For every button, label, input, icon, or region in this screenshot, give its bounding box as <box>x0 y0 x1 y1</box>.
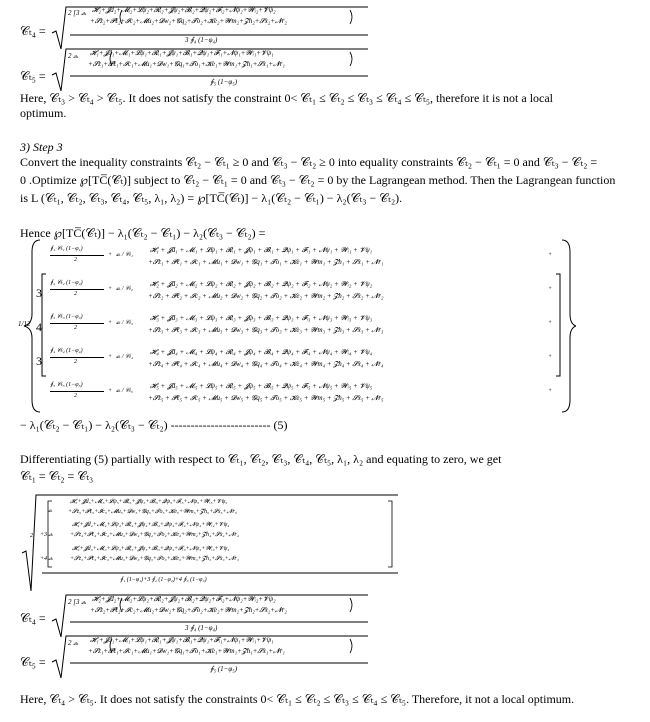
c123-prefix-3: +4 𝓈ₖ <box>40 556 53 562</box>
bottom-c4-label: 𝒞ₜ₄ = <box>20 611 46 625</box>
big-row-trailing-plus: + <box>548 286 553 292</box>
c123-row1b: +𝓢z₅+𝓟ℓ₅+𝓘c₅+𝓜u₅+𝓓w₅+𝓖q₅+𝓣o₅+𝓚e₅+𝓦m₅+𝓩h₅+𝓢x₅+𝓝r₅ <box>68 509 237 515</box>
big-row-frac-num: ∮₂ 𝒞ₜ₂ (1−φ₂) <box>50 280 83 286</box>
big-row-prefix: 3 <box>36 286 42 300</box>
top-c5-prefix: 2 𝓈ₖ <box>68 52 79 60</box>
big-row-prefix: 4 <box>36 320 42 334</box>
paragraph-local-check-1b: optimum. <box>20 106 67 120</box>
top-c4-prefix: 2 [3 𝓈ₖ <box>68 9 87 17</box>
big-row-trailing-plus: + <box>548 388 553 394</box>
big-row-frac-num: ∮₅ 𝒞ₜ₅ (1−φ₅) <box>50 382 83 388</box>
big-row-frac-num: ∮₁ 𝒞ₜ₁ (1−φ₁) <box>50 246 83 252</box>
big-row-frac-bar <box>50 391 104 392</box>
big-row-line2: +𝓢z₁ + 𝓟ℓ₁ + 𝓘c₁ + 𝓜u₁ + 𝓓w₁ + 𝓖q₁ + 𝓣o₁ + 𝓚e₁ + 𝓦m₁ + 𝓩h₁ + 𝓢x₁ + 𝓝r₁ <box>148 258 384 266</box>
big-row-line2: +𝓢z₃ + 𝓟ℓ₃ + 𝓘c₃ + 𝓜u₃ + 𝓓w₃ + 𝓖q₃ + 𝓣o₃ + 𝓚e₃ + 𝓦m₃ + 𝓩h₃ + 𝓢x₃ + 𝓝r₃ <box>148 326 384 334</box>
bottom-c5-label: 𝒞ₜ₅ = <box>20 655 46 669</box>
bottom-c5-prefix: 2 𝓈ₖ <box>68 639 79 647</box>
big-row-coef: 𝓈ₖ / 𝒞ₜ₅ <box>116 388 134 394</box>
c123-row1a: 𝓗₅+𝓙d₅+𝓜ᵢ₅+𝓛ψ₅+𝓡ᵢ₅+𝓙ψ₅+𝓑ᵢ₅+𝓠ψ₅+𝓕ᵢ₅+𝓝ψ₅+𝓦ᵢ₅+𝓥ψ₅ <box>70 499 228 505</box>
big-row-line1: 𝓗₂ + 𝓙d₂ + 𝓜ᵢ₂ + 𝓛ψ₂ + 𝓡ᵢ₂ + 𝓙ψ₂ + 𝓑ᵢ₂ + 𝓠ψ₂ + 𝓕ᵢ₂ + 𝓝ψ₂ + 𝓦ᵢ₂ + 𝓥ψ₂ <box>150 280 373 288</box>
big-row-prefix: 3 <box>36 354 42 368</box>
big-row-frac-bar <box>50 255 104 256</box>
c123-radical <box>20 493 400 593</box>
bottom-c5-num-line2: +𝓢z₁+𝓟ℓ₁+𝓘c₁+𝓜u₁+𝓓w₁+𝓖q₁+𝓣o₁+𝓚e₁+𝓦m₁+𝓩h₁+𝓢x₁+𝓝r₁ <box>88 647 285 655</box>
big-row-plus: + <box>108 252 113 258</box>
bottom-c4-prefix: 2 [3 𝓈ₖ <box>68 598 87 606</box>
big-row-frac-bar <box>50 357 104 358</box>
paragraph-convert-line3: is L (𝒞ₜ₁, 𝒞ₜ₂, 𝒞ₜ₃, 𝒞ₜ₄, 𝒞ₜ₅, λ₁, λ₂) = ℘[TC̅(𝒞ₜ)] − λ₁(𝒞ₜ₂ − 𝒞ₜ₁) − λ₂(𝒞ₜ₃ − 𝒞ₜ₂). <box>20 191 403 205</box>
big-row-coef: 𝓈ₖ / 𝒞ₜ₁ <box>116 252 134 258</box>
paragraph-differentiating: Differentiating (5) partially with respect to 𝒞ₜ₁, 𝒞ₜ₂, 𝒞ₜ₃, 𝒞ₜ₄, 𝒞ₜ₅, λ₁, λ₂ and equating to zero, we get <box>20 452 502 466</box>
c123-two: 2 <box>30 533 33 539</box>
c123-row2a: 𝓗₄+𝓙d₄+𝓜ᵢ₄+𝓛ψ₄+𝓡ᵢ₄+𝓙ψ₄+𝓑ᵢ₄+𝓠ψ₄+𝓕ᵢ₄+𝓝ψ₄+𝓦ᵢ₄+𝓥ψ₄ <box>72 522 230 528</box>
big-row-frac-bar <box>50 289 104 290</box>
big-row-frac-den: 2 <box>74 393 77 399</box>
big-row-coef: 𝓈ₖ / 𝒞ₜ₄ <box>116 354 134 360</box>
big-row-frac-num: ∮₄ 𝒞ₜ₄ (1−φ₄) <box>50 348 83 354</box>
big-row-trailing-plus: + <box>548 354 553 360</box>
big-row-frac-den: 2 <box>74 359 77 365</box>
big-row-plus: + <box>108 354 113 360</box>
big-row-line1: 𝓗₃ + 𝓙d₃ + 𝓜ᵢ₃ + 𝓛ψ₃ + 𝓡ᵢ₃ + 𝓙ψ₃ + 𝓑ᵢ₃ + 𝓠ψ₃ + 𝓕ᵢ₃ + 𝓝ψ₃ + 𝓦ᵢ₃ + 𝓥ψ₃ <box>150 314 373 322</box>
big-row-frac-num: ∮₃ 𝒞ₜ₃ (1−φ₃) <box>50 314 83 320</box>
big-row-coef: 𝓈ₖ / 𝒞ₜ₃ <box>116 320 134 326</box>
c123-prefix-1: 𝓈ₖ <box>48 508 53 514</box>
c123-row3a: 𝓗₃+𝓙d₃+𝓜ᵢ₃+𝓛ψ₃+𝓡ᵢ₃+𝓙ψ₃+𝓑ᵢ₃+𝓠ψ₃+𝓕ᵢ₃+𝓝ψ₃+𝓦ᵢ₃+𝓥ψ₃ <box>72 546 230 552</box>
big-row-frac-den: 2 <box>74 291 77 297</box>
top-c4-label: 𝒞ₜ₄ = <box>20 24 46 38</box>
top-c5-denominator: ∮₅ (1−φ₅) <box>210 78 238 86</box>
top-c5-num-line1: 𝓗₁+𝓙d₁+𝓜ᵢ₁+𝓛ψ₁+𝓡ᵢ₁+𝓙ψ₁+𝓑ᵢ₁+𝓠ψ₁+𝓕ᵢ₁+𝓝ψ₁+𝓦ᵢ₁+𝓥ψ₁ <box>90 49 274 57</box>
one-over-twelve: 1/12 <box>18 320 31 328</box>
step-3-heading: 3) Step 3 <box>20 140 63 154</box>
big-row-frac-bar <box>50 323 104 324</box>
top-c4-num-line2: +𝓢z₂+𝓟ℓ₂+𝓘c₂+𝓜u₂+𝓓w₂+𝓖q₂+𝓣o₂+𝓚e₂+𝓦m₂+𝓩h₂+𝓢x₂+𝓝r₂ <box>90 17 287 25</box>
big-row-trailing-plus: + <box>548 320 553 326</box>
big-row-trailing-plus: + <box>548 252 553 258</box>
bottom-c4-denominator: 3 ∮₄ (1−φ₄) <box>185 624 218 632</box>
c123-row3b: +𝓢z₃+𝓟ℓ₃+𝓘c₃+𝓜u₃+𝓓w₃+𝓖q₃+𝓣o₃+𝓚e₃+𝓦m₃+𝓩h₃+𝓢x₃+𝓝r₃ <box>70 556 239 562</box>
big-row-line1: 𝓗₄ + 𝓙d₄ + 𝓜ᵢ₄ + 𝓛ψ₄ + 𝓡ᵢ₄ + 𝓙ψ₄ + 𝓑ᵢ₄ + 𝓠ψ₄ + 𝓕ᵢ₄ + 𝓝ψ₄ + 𝓦ᵢ₄ + 𝓥ψ₄ <box>150 348 373 356</box>
top-c5-label: 𝒞ₜ₅ = <box>20 69 46 83</box>
big-row-plus: + <box>108 320 113 326</box>
big-row-line2: +𝓢z₄ + 𝓟ℓ₄ + 𝓘c₄ + 𝓜u₄ + 𝓓w₄ + 𝓖q₄ + 𝓣o₄ + 𝓚e₄ + 𝓦m₄ + 𝓩h₄ + 𝓢x₄ + 𝓝r₄ <box>148 360 384 368</box>
big-row-plus: + <box>108 388 113 394</box>
bottom-c5-denominator: ∮₅ (1−φ₅) <box>210 665 238 673</box>
top-c4-denominator: 3 ∮₄ (1−φ₄) <box>185 36 218 44</box>
c123-denominator: ∮₁ (1−φ₁)+3 ∮₂ (1−φ₂)+4 ∮₃ (1−φ₃) <box>120 577 207 583</box>
top-c5-num-line2: +𝓢z₁+𝓟ℓ₁+𝓘c₁+𝓜u₁+𝓓w₁+𝓖q₁+𝓣o₁+𝓚e₁+𝓦m₁+𝓩h₁+𝓢x₁+𝓝r₁ <box>88 60 285 68</box>
paragraph-convert-line2: 0 .Optimize ℘[TC̅(𝒞ₜ)] subject to 𝒞ₜ₂ − 𝒞ₜ₁ = 0 and 𝒞ₜ₃ − 𝒞ₜ₂ = 0 by the Lagrangean method. Then the Lagrangean function <box>20 173 616 187</box>
big-row-line1: 𝓗₁ + 𝓙d₁ + 𝓜ᵢ₁ + 𝓛ψ₁ + 𝓡ᵢ₁ + 𝓙ψ₁ + 𝓑ᵢ₁ + 𝓠ψ₁ + 𝓕ᵢ₁ + 𝓝ψ₁ + 𝓦ᵢ₁ + 𝓥ψ₁ <box>150 246 373 254</box>
big-row-line1: 𝓗₅ + 𝓙d₅ + 𝓜ᵢ₅ + 𝓛ψ₅ + 𝓡ᵢ₅ + 𝓙ψ₅ + 𝓑ᵢ₅ + 𝓠ψ₅ + 𝓕ᵢ₅ + 𝓝ψ₅ + 𝓦ᵢ₅ + 𝓥ψ₅ <box>150 382 373 390</box>
big-row-plus: + <box>108 286 113 292</box>
big-row-frac-den: 2 <box>74 257 77 263</box>
paragraph-final: Here, 𝒞ₜ₄ > 𝒞ₜ₅. It does not satisfy the constraints 0< 𝒞ₜ₁ ≤ 𝒞ₜ₂ ≤ 𝒞ₜ₃ ≤ 𝒞ₜ₄ ≤ 𝒞ₜ₅. Therefore, it not a local optimum. <box>20 692 575 706</box>
big-row-line2: +𝓢z₅ + 𝓟ℓ₅ + 𝓘c₅ + 𝓜u₅ + 𝓓w₅ + 𝓖q₅ + 𝓣o₅ + 𝓚e₅ + 𝓦m₅ + 𝓩h₅ + 𝓢x₅ + 𝓝r₅ <box>148 394 384 402</box>
paragraph-convert-line1: Convert the inequality constraints 𝒞ₜ₂ − 𝒞ₜ₁ ≥ 0 and 𝒞ₜ₃ − 𝒞ₜ₂ ≥ 0 into equality constraints 𝒞ₜ₂ − 𝒞ₜ₁ = 0 and 𝒞ₜ₃ − 𝒞ₜ₂ = <box>20 155 598 169</box>
equal-c1-c2-c3: 𝒞ₜ₁ = 𝒞ₜ₂ = 𝒞ₜ₃ <box>20 469 94 483</box>
big-row-line2: +𝓢z₂ + 𝓟ℓ₂ + 𝓘c₂ + 𝓜u₂ + 𝓓w₂ + 𝓖q₂ + 𝓣o₂ + 𝓚e₂ + 𝓦m₂ + 𝓩h₂ + 𝓢x₂ + 𝓝r₂ <box>148 292 384 300</box>
bottom-c4-num-line1: 𝓗₂+𝓙d₂+𝓜ᵢ₂+𝓛ψ₂+𝓡ᵢ₂+𝓙ψ₂+𝓑ᵢ₂+𝓠ψ₂+𝓕ᵢ₂+𝓝ψ₂+𝓦ᵢ₂+𝓥ψ₂ <box>92 595 276 603</box>
big-row-coef: 𝓈ₖ / 𝒞ₜ₂ <box>116 286 134 292</box>
lagrange-tail: − λ₁(𝒞ₜ₂ − 𝒞ₜ₁) − λ₂(𝒞ₜ₃ − 𝒞ₜ₂) ------------------------- (5) <box>20 418 288 432</box>
paragraph-local-check-1: Here, 𝒞ₜ₃ > 𝒞ₜ₄ > 𝒞ₜ₅. It does not satisfy the constraint 0< 𝒞ₜ₁ ≤ 𝒞ₜ₂ ≤ 𝒞ₜ₃ ≤ 𝒞ₜ₄ ≤ 𝒞ₜ₅, therefore it is not a local <box>20 91 554 105</box>
c123-prefix-2: +3 𝓈ₖ <box>40 532 53 538</box>
bottom-c4-num-line2: +𝓢z₂+𝓟ℓ₂+𝓘c₂+𝓜u₂+𝓓w₂+𝓖q₂+𝓣o₂+𝓚e₂+𝓦m₂+𝓩h₂+𝓢x₂+𝓝r₂ <box>90 606 287 614</box>
big-row-frac-den: 2 <box>74 325 77 331</box>
hence-line: Hence ℘[TC̅(𝒞ₜ)] − λ₁(𝒞ₜ₂ − 𝒞ₜ₁) − λ₂(𝒞ₜ₃ − 𝒞ₜ₂) = <box>20 226 266 240</box>
bottom-c5-num-line1: 𝓗₁+𝓙d₁+𝓜ᵢ₁+𝓛ψ₁+𝓡ᵢ₁+𝓙ψ₁+𝓑ᵢ₁+𝓠ψ₁+𝓕ᵢ₁+𝓝ψ₁+𝓦ᵢ₁+𝓥ψ₁ <box>90 636 274 644</box>
c123-row2b: +𝓢z₄+𝓟ℓ₄+𝓘c₄+𝓜u₄+𝓓w₄+𝓖q₄+𝓣o₄+𝓚e₄+𝓦m₄+𝓩h₄+𝓢x₄+𝓝r₄ <box>70 532 239 538</box>
top-c4-num-line1: 𝓗₂+𝓙d₂+𝓜ᵢ₂+𝓛ψ₂+𝓡ᵢ₂+𝓙ψ₂+𝓑ᵢ₂+𝓠ψ₂+𝓕ᵢ₂+𝓝ψ₂+𝓦ᵢ₂+𝓥ψ₂ <box>92 6 276 14</box>
